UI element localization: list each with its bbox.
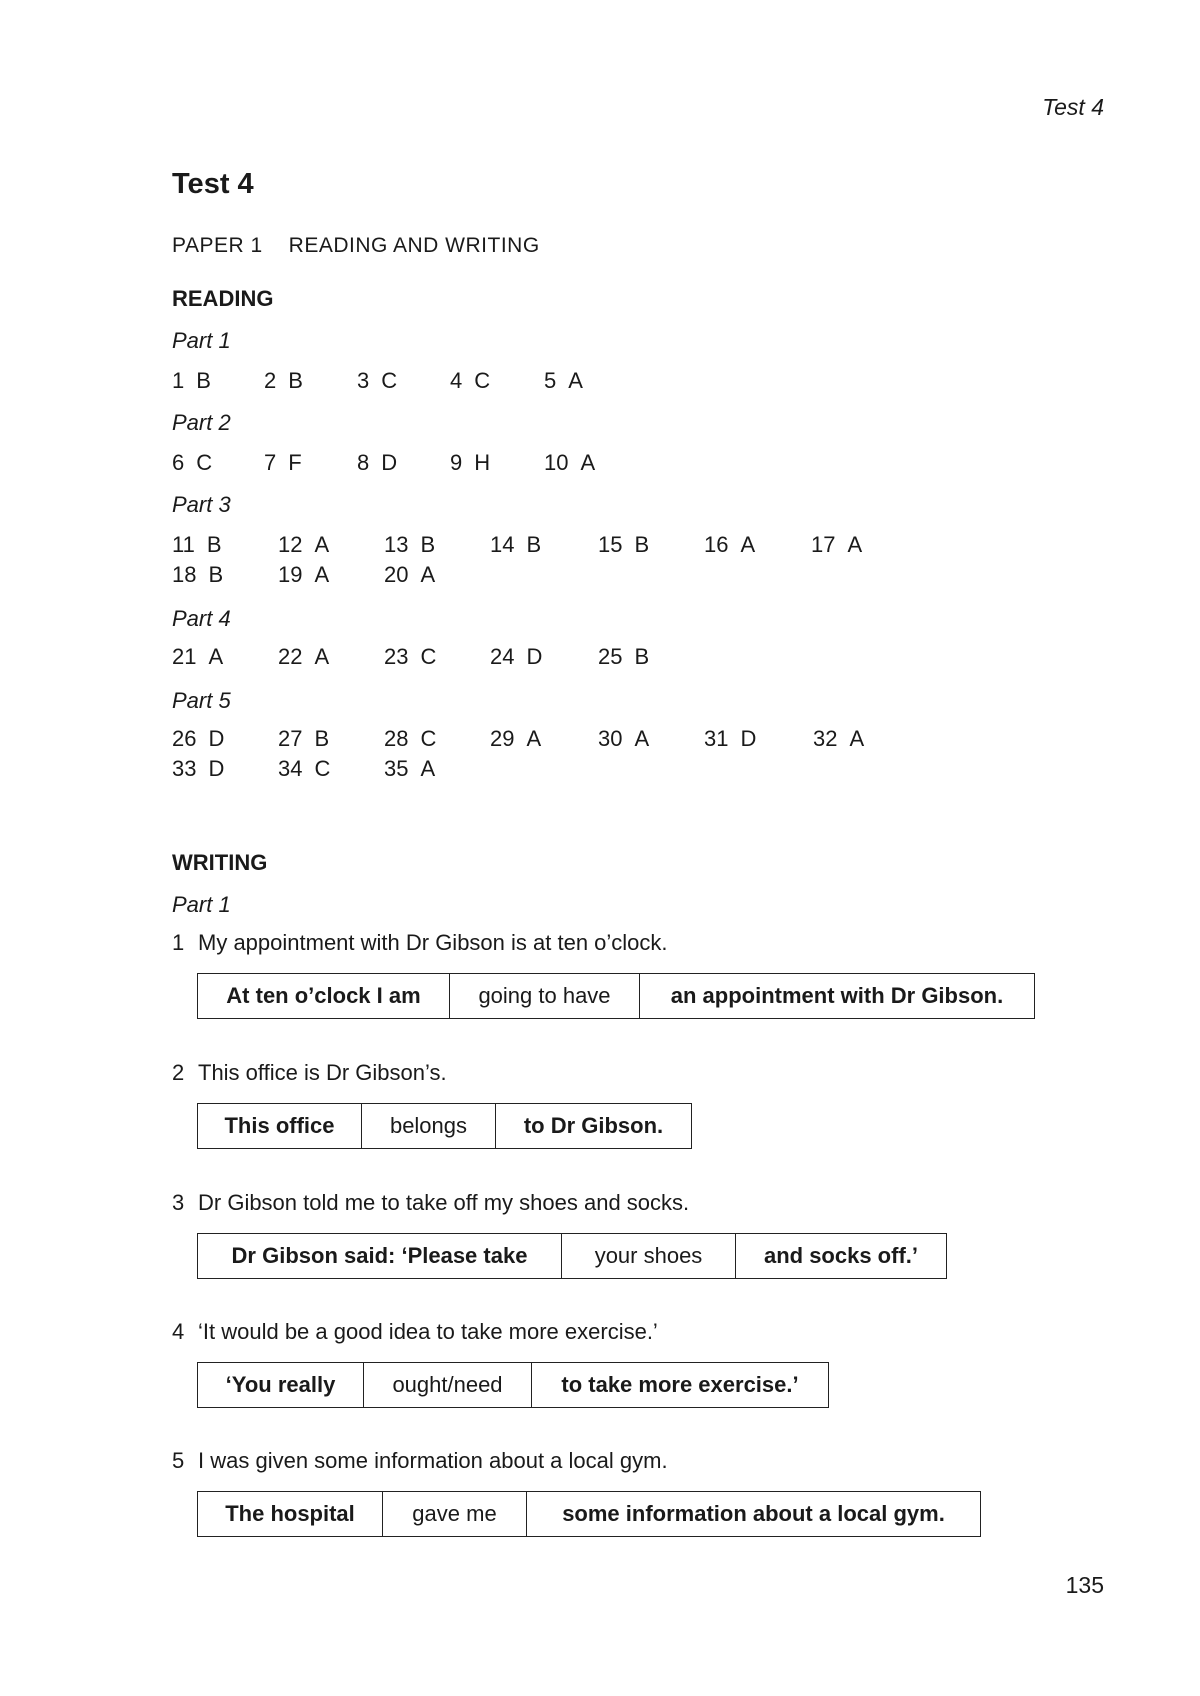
answer-item: 6 C [172, 450, 213, 475]
answer-box-end: some information about a local gym. [562, 1501, 945, 1526]
answer-item: 25 B [598, 644, 650, 669]
reading-part-3-row [172, 562, 932, 592]
writing-question-3: 3 Dr Gibson told me to take off my shoes and socks. [172, 1190, 690, 1215]
answer-box-start: Dr Gibson said: ‘Please take [198, 1234, 562, 1278]
running-head: Test 4 [1042, 94, 1104, 120]
answer-item: 4 C [450, 368, 491, 393]
answer-item: 14 B [490, 532, 542, 557]
page-number: 135 [1065, 1572, 1104, 1598]
answer-item: 34 C [278, 756, 331, 781]
answer-box-end: an appointment with Dr Gibson. [670, 983, 1004, 1008]
answer-box-start: The hospital [198, 1492, 383, 1536]
writing-question-4: 4 ‘It would be a good idea to take more exercise.’ [172, 1319, 658, 1344]
answer-item: 7 F [264, 450, 302, 475]
answer-box-1 [197, 973, 1035, 1019]
answer-box-start: This office [198, 1104, 362, 1148]
answer-box-4 [197, 1362, 829, 1408]
answer-item: 3 C [357, 368, 398, 393]
answer-box-2 [197, 1103, 692, 1149]
paper-name: READING AND WRITING [288, 234, 540, 257]
answer-item: 8 D [357, 450, 398, 475]
answer-item: 30 A [598, 726, 650, 751]
paper-number: PAPER 1 [172, 234, 263, 257]
answer-box-end: to Dr Gibson. [523, 1113, 664, 1138]
answer-item: 28 C [384, 726, 437, 751]
answer-item: 22 A [278, 644, 330, 669]
answer-item: 24 D [490, 644, 543, 669]
answer-item: 11 B [172, 532, 222, 557]
reading-part-5-row [172, 756, 932, 786]
answer-box-start: At ten o’clock I am [198, 974, 450, 1018]
answer-item: 5 A [544, 368, 583, 393]
answer-item: 10 A [544, 450, 596, 475]
answer-item: 23 C [384, 644, 437, 669]
answer-box-answer: going to have [450, 974, 640, 1018]
answer-item: 33 D [172, 756, 225, 781]
paper-line [172, 234, 540, 258]
reading-part-5-row [172, 726, 932, 756]
answer-box-3 [197, 1233, 947, 1279]
answer-item: 13 B [384, 532, 436, 557]
writing-question-1: 1 My appointment with Dr Gibson is at ten o’clock. [172, 930, 668, 955]
answer-box-5 [197, 1491, 981, 1537]
answer-item: 26 D [172, 726, 225, 751]
answer-box-answer: your shoes [562, 1234, 736, 1278]
answer-item: 18 B [172, 562, 224, 587]
reading-part-3-label: Part 3 [172, 492, 231, 517]
page-title: Test 4 [172, 168, 254, 200]
writing-part-1-label: Part 1 [172, 892, 231, 917]
answer-item: 17 A [811, 532, 863, 557]
reading-part-4-row [172, 644, 932, 674]
writing-question-5: 5 I was given some information about a local gym. [172, 1448, 668, 1473]
reading-part-5-label: Part 5 [172, 688, 231, 713]
reading-part-1-label: Part 1 [172, 328, 231, 353]
answer-box-start: ‘You really [198, 1363, 364, 1407]
answer-item: 29 A [490, 726, 542, 751]
answer-item: 15 B [598, 532, 650, 557]
reading-part-2-row [172, 450, 872, 480]
reading-heading: READING [172, 286, 274, 311]
answer-item: 20 A [384, 562, 436, 587]
answer-box-end: to take more exercise.’ [561, 1372, 799, 1397]
answer-item: 12 A [278, 532, 330, 557]
reading-part-2-label: Part 2 [172, 410, 231, 435]
answer-box-answer: belongs [362, 1104, 496, 1148]
reading-part-4-label: Part 4 [172, 606, 231, 631]
answer-item: 19 A [278, 562, 330, 587]
answer-item: 35 A [384, 756, 436, 781]
answer-box-answer: gave me [383, 1492, 527, 1536]
answer-item: 9 H [450, 450, 491, 475]
writing-heading: WRITING [172, 850, 268, 875]
answer-item: 16 A [704, 532, 756, 557]
answer-item: 27 B [278, 726, 330, 751]
answer-item: 31 D [704, 726, 757, 751]
reading-part-1-row [172, 368, 872, 398]
answer-item: 32 A [813, 726, 865, 751]
answer-box-end: and socks off.’ [763, 1243, 919, 1268]
writing-question-2: 2 This office is Dr Gibson’s. [172, 1060, 447, 1085]
reading-part-3-row [172, 532, 932, 562]
answer-item: 1 B [172, 368, 211, 393]
answer-item: 21 A [172, 644, 224, 669]
answer-item: 2 B [264, 368, 303, 393]
answer-box-answer: ought/need [364, 1363, 532, 1407]
